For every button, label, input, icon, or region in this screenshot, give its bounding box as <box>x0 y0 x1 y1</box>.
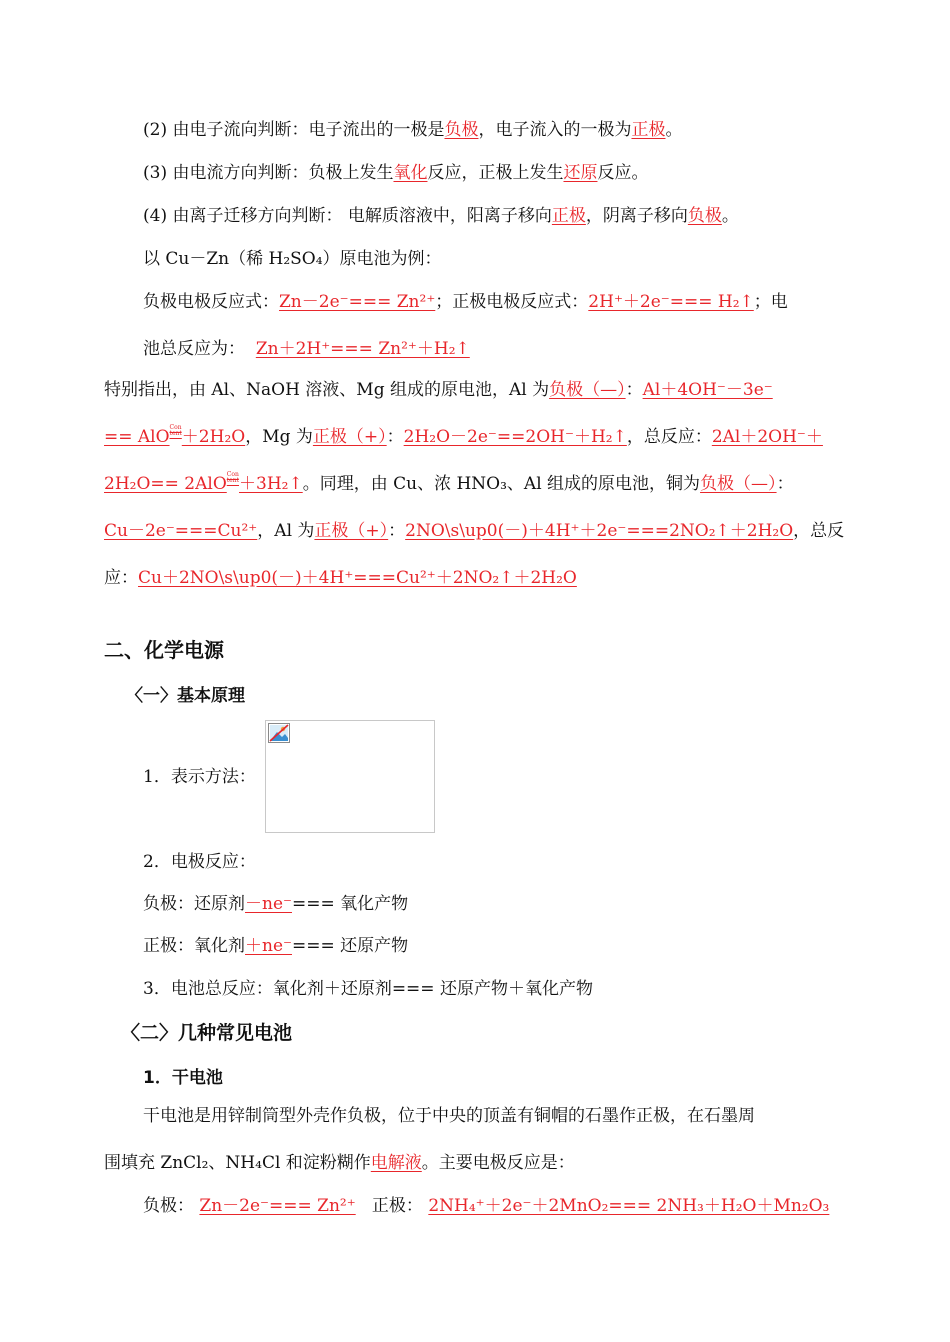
answer-blank: Al＋4OH⁻－3e⁻ <box>642 380 773 400</box>
electrode-equations-line <box>143 290 788 314</box>
subsection-heading-batteries: 〈二〉几种常见电池 <box>121 1022 293 1044</box>
answer-blank: Zn＋2H⁺=== Zn²⁺＋H₂↑ <box>255 339 470 359</box>
dry-cell-title: 1．干电池 <box>143 1068 223 1088</box>
text: 。 <box>721 206 739 226</box>
answer-blank: 正极 <box>631 120 666 140</box>
answer-blank: 负极（—） <box>700 474 777 494</box>
text: ： <box>625 380 643 400</box>
text: 。主要电极反应是： <box>421 1153 575 1173</box>
answer-blank: Zn－2e⁻=== Zn²⁺ <box>199 1196 356 1216</box>
tiny-artifact: Con tent <box>169 424 182 437</box>
answer-blank: 2Al＋2OH⁻＋ <box>711 427 823 447</box>
text: 池总反应为： <box>143 339 245 359</box>
answer-blank: 2NO\s\up0(－)＋4H⁺＋2e⁻===2NO₂↑＋2H₂O <box>405 521 794 541</box>
answer-blank: 还原 <box>563 163 598 183</box>
answer-blank: ＋3H₂↑ <box>239 474 303 494</box>
broken-image-icon <box>268 723 290 743</box>
total-reaction-general: 3．电池总反应：氧化剂＋还原剂=== 还原产物＋氧化产物 <box>143 979 593 999</box>
text: ： <box>776 474 794 494</box>
text: 负极电极反应式： <box>143 292 279 312</box>
text: 特别指出，由 Al、NaOH 溶液、Mg 组成的原电池，Al 为 <box>104 380 550 400</box>
text: ，电子流入的一极为 <box>478 120 632 140</box>
dry-cell-desc-1: 干电池是用锌制筒型外壳作负极，位于中央的顶盖有铜帽的石墨作正极，在石墨周 <box>143 1106 755 1126</box>
answer-blank: 氧化 <box>393 163 428 183</box>
answer-blank: 负极 <box>687 206 722 226</box>
text: 。同理，由 Cu、浓 HNO₃、Al 组成的原电池，铜为 <box>302 474 701 494</box>
special-note-line-5 <box>104 566 577 590</box>
answer-blank: 2NH₄⁺＋2e⁻＋2MnO₂=== 2NH₃＋H₂O＋Mn₂O₃ <box>428 1196 830 1216</box>
special-note-line-2 <box>104 425 823 449</box>
answer-blank: 负极（—） <box>549 380 626 400</box>
judge-by-ion-line <box>143 204 739 228</box>
negative-electrode-line <box>143 892 408 916</box>
electrode-reaction-label: 2．电极反应： <box>143 852 256 872</box>
subsection-heading-basic: 〈一〉基本原理 <box>126 686 245 706</box>
text: === 还原产物 <box>291 936 409 956</box>
answer-blank: 2H⁺＋2e⁻=== H₂↑ <box>588 292 754 312</box>
section-heading: 二、化学电源 <box>104 638 224 662</box>
text: 反应。 <box>597 163 649 183</box>
answer-blank: 电解液 <box>370 1153 422 1173</box>
dry-cell-desc-2 <box>104 1151 575 1175</box>
answer-blank: Cu－2e⁻===Cu²⁺ <box>104 521 258 541</box>
text: 正极：氧化剂 <box>143 936 245 956</box>
tiny-artifact: Con tent <box>226 471 240 484</box>
answer-blank: Zn－2e⁻=== Zn²⁺ <box>279 292 436 312</box>
answer-blank: ＋ne⁻ <box>245 936 292 956</box>
answer-blank: －ne⁻ <box>245 894 292 914</box>
positive-electrode-line <box>143 934 408 958</box>
answer-blank: 负极 <box>444 120 479 140</box>
image-placeholder <box>265 720 435 833</box>
text: 围填充 ZnCl₂、NH₄Cl 和淀粉糊作 <box>104 1153 371 1173</box>
answer-blank: 正极 <box>551 206 586 226</box>
answer-blank: Cu＋2NO\s\up0(－)＋4H⁺===Cu²⁺＋2NO₂↑＋2H₂O <box>138 568 577 588</box>
text: ，Mg 为 <box>245 427 313 447</box>
text: 应： <box>104 568 138 588</box>
text: 。 <box>665 120 683 140</box>
judge-by-electron-line <box>143 118 682 142</box>
text: === 氧化产物 <box>291 894 409 914</box>
text: ；电 <box>753 292 788 312</box>
text: ，总反 <box>793 521 845 541</box>
text: (3) 由电流方向判断：负极上发生 <box>143 163 394 183</box>
text: ： <box>388 521 406 541</box>
text: ；正极电极反应式： <box>435 292 589 312</box>
text: ： <box>386 427 404 447</box>
text: 正极： <box>371 1196 423 1216</box>
text: ，Al 为 <box>257 521 315 541</box>
dry-cell-equations <box>143 1194 829 1218</box>
judge-by-current-line <box>143 161 648 185</box>
text: (2) 由电子流向判断：电子流出的一极是 <box>143 120 445 140</box>
text: 负极： <box>143 1196 194 1216</box>
text: ，阴离子移向 <box>585 206 688 226</box>
answer-blank: 2H₂O== 2AlO <box>104 474 227 494</box>
example-intro: 以 Cu－Zn（稀 H₂SO₄）原电池为例： <box>143 249 442 269</box>
special-note-line-4 <box>104 519 844 543</box>
special-note-line-3 <box>104 472 794 496</box>
answer-blank: ＋2H₂O <box>181 427 246 447</box>
special-note-line-1 <box>104 378 773 402</box>
representation-label: 1．表示方法： <box>143 767 256 787</box>
text: 负极：还原剂 <box>143 894 245 914</box>
answer-blank: 正极（+） <box>314 521 389 541</box>
answer-blank: == AlO <box>104 427 170 447</box>
text: ，总反应： <box>626 427 712 447</box>
answer-blank: 2H₂O－2e⁻==2OH⁻＋H₂↑ <box>403 427 627 447</box>
total-reaction-line <box>143 337 470 361</box>
answer-blank: 正极（+） <box>312 427 387 447</box>
text: (4) 由离子迁移方向判断： 电解质溶液中，阳离子移向 <box>143 206 552 226</box>
text: 反应，正极上发生 <box>427 163 564 183</box>
